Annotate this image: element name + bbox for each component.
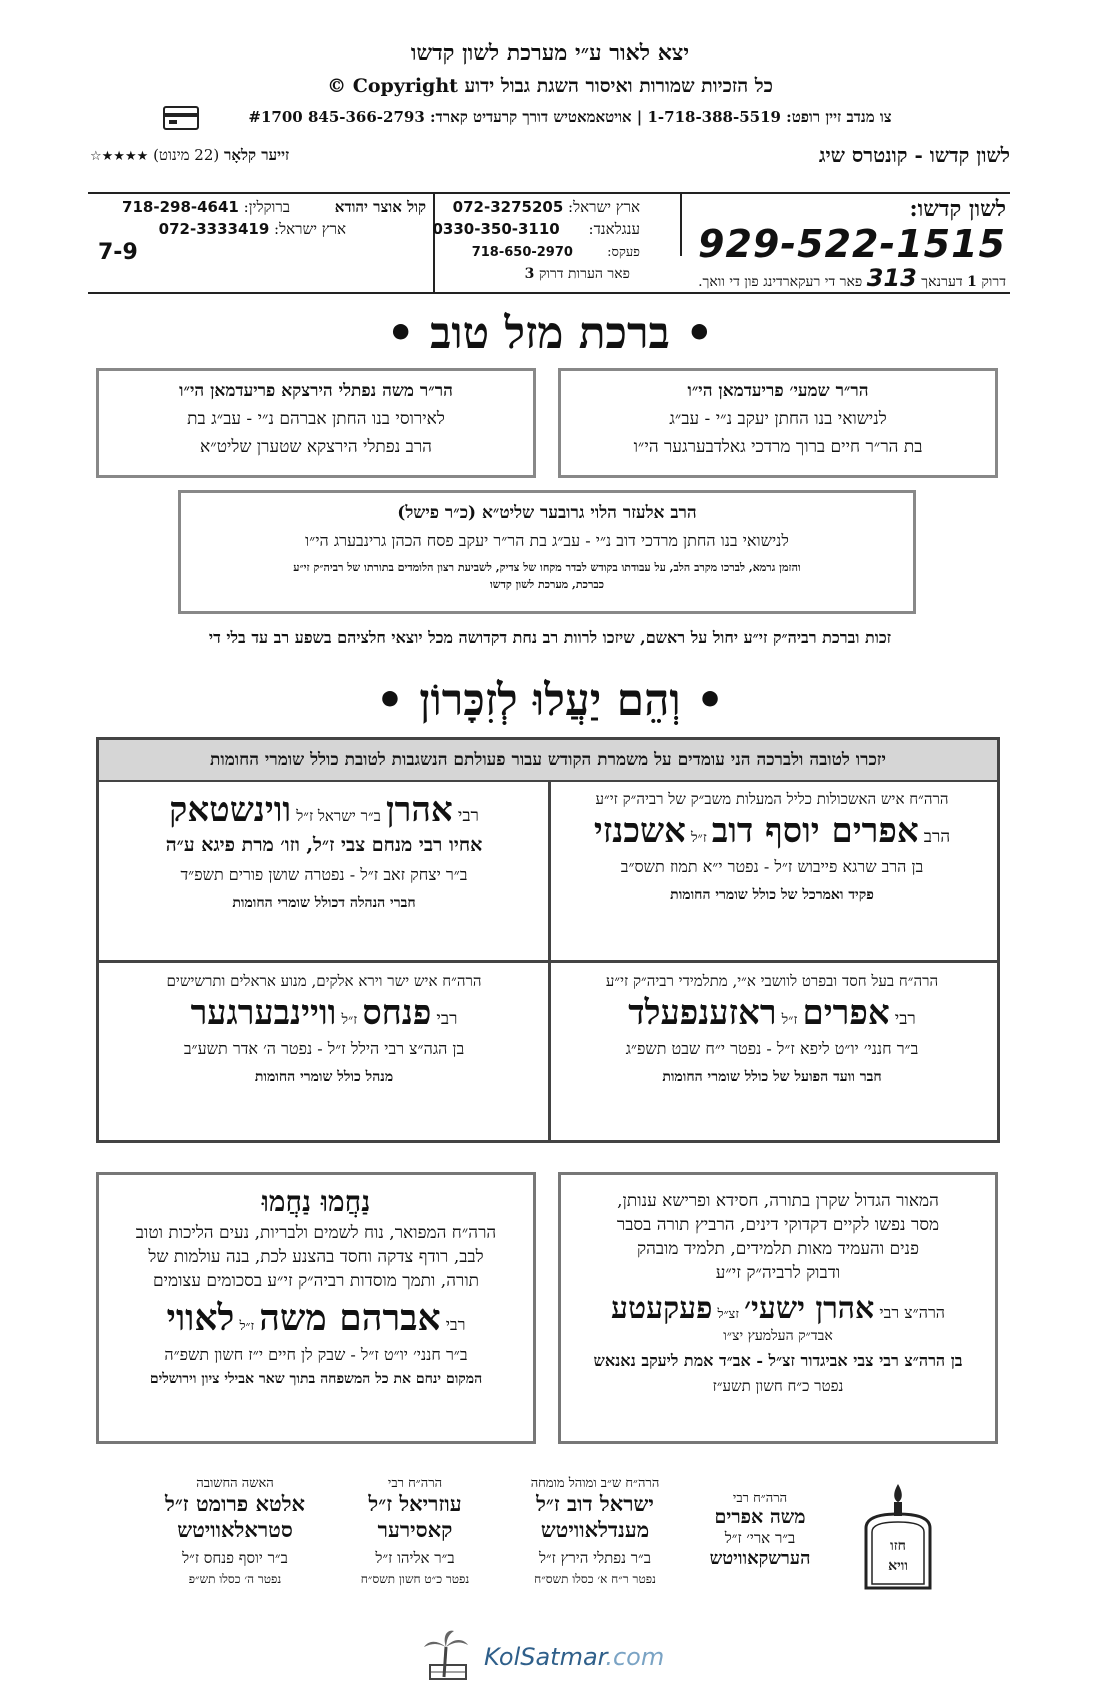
site-logo[interactable]: [420, 1625, 700, 1685]
pekete-surname: פעקעטע: [611, 1291, 713, 1326]
small-2-title: הרה״ח ש״ב ומוהל מומחה: [530, 1476, 660, 1491]
cell-tr-zl: ז״ל: [690, 830, 707, 846]
pekete-line8: נפטר כ״ח חשון תשע״ז: [712, 1377, 844, 1395]
small-3-father: ב״ר אליהו ז״ל: [375, 1549, 455, 1567]
mazal-right-line1: הר״ר שמעי׳ פריעדמאן הי״ו: [687, 381, 869, 401]
lowy-line2: לבב, רודף צדקה וחסד בהצנע לכת, בנה עולמות של: [148, 1247, 484, 1267]
small-1-title: הרה״ח רבי: [732, 1491, 788, 1506]
small-2-name: ישראל דוב ז״ל: [536, 1491, 654, 1516]
small-4-name: אלטא פרומט ז״ל: [165, 1491, 305, 1516]
small-2-surname: מענדלאוויטש: [540, 1517, 650, 1542]
cell-bl-line3: בן הגה״צ רבי הילל ז״ל - נפטר ה׳ אדר תשע״ב: [183, 1039, 465, 1058]
cell-tr-line1: הרה״ח איש האשכולות כליל המעלות משב״ק של רביה״ק זי״ע: [595, 790, 949, 808]
kol-extension: 7-9: [98, 240, 138, 265]
cell-tl-prefix: רבי: [457, 806, 479, 826]
cell-br-zl: ז״ל: [781, 1012, 798, 1028]
small-2-date: נפטר ר״ח א׳ כסלו תשס״ח: [534, 1572, 656, 1586]
contact-line: צו מנדב זיין רופט: 1-718-388-5519 | אויטאמאטיש דורך קרעדיט קארד: 845-366-2793 #1700: [248, 108, 892, 126]
cell-tl-name: אהרן: [386, 790, 453, 830]
pekete-name: אהרן ישעי׳: [744, 1291, 875, 1326]
mazal-box-right: [558, 368, 998, 478]
memorial-title: • וְהֵם יַעֲלוּ לְזִכָּרוֹן •: [375, 675, 725, 726]
mazal-tov-title: • ברכת מזל טוב •: [386, 308, 714, 359]
copyright-line: כל הזכיות שמורות ואיסור השגת גבול ידוע Copyright ©: [327, 75, 773, 97]
memorial-box-pekete: [558, 1172, 998, 1444]
pekete-zl: זצ״ל: [717, 1307, 739, 1322]
memorial-box-lowy: [96, 1172, 536, 1444]
cell-tl-surname: ווינשטאק: [169, 790, 292, 830]
cell-bl-name: פנחס: [362, 993, 432, 1033]
dial-prefix: דרוק: [981, 274, 1006, 290]
site-name: KolSatmar: [484, 1643, 606, 1671]
small-memorial-1: [690, 1490, 830, 1569]
lowy-line3: תורה, ותמך מוסדות רביה״ק זי״ע בסכומים עצומים: [152, 1271, 480, 1291]
grid-divider-horizontal: [99, 960, 997, 963]
memorial-cell-weinberger: [99, 972, 549, 1086]
rating-stars: ★★★★☆: [90, 149, 149, 164]
emblem-text-1: חזו: [890, 1538, 906, 1554]
small-1-surname: הערשקאוויטש: [709, 1548, 811, 1569]
israel-label: ארץ ישראל:: [568, 198, 640, 216]
small-3-surname: קאסירער: [377, 1517, 453, 1542]
fax-number[interactable]: 718-650-2970: [471, 245, 573, 260]
pekete-line1: המאור הגדול שקרן בתורה, חסידא ופרישא ענותן,: [617, 1191, 939, 1211]
cell-br-line3: ב״ר חנני׳ יו״ט ליפא ז״ל - נפטר י״ח שבט תשפ״ג: [625, 1039, 919, 1058]
pekete-line6: אבד״ק העלמעץ יצ״ו: [723, 1328, 833, 1344]
cell-tl-father: ב״ר ישראל ז״ל: [296, 807, 381, 825]
fax-phone: [472, 244, 640, 260]
pekete-line7: בן הרה״צ רבי צבי אביגדור זצ״ל - אב״ד אמת ליעקב נאנאש: [593, 1351, 963, 1370]
phone-box: [88, 192, 1010, 294]
emblem-text-2: וויא: [888, 1558, 908, 1574]
small-memorial-3: [340, 1475, 490, 1587]
cell-bl-prefix: רבי: [436, 1009, 458, 1029]
memorial-cell-weinstock: [99, 790, 549, 912]
pekete-line3: פנים והעמיד מאות תלמידים, תלמיד מובהק: [636, 1239, 919, 1259]
cell-tl-line3: ב״ר יצחק זאב ז״ל - נפטרה שושן פורים תשפ״ד: [180, 865, 468, 884]
lowy-surname: לאווי: [166, 1297, 235, 1339]
notes-digit: 3: [524, 266, 535, 282]
pekete-line4: ודבוק לרביה״ק זי״ע: [715, 1263, 841, 1283]
kol-israel-label: ארץ ישראל:: [274, 220, 346, 238]
candle-emblem-icon: [858, 1480, 938, 1590]
lowy-prefix: רבי: [445, 1315, 466, 1334]
cell-br-prefix: רבי: [894, 1009, 916, 1029]
cell-br-surname: ראזענפעלד: [628, 993, 777, 1033]
small-4-father: ב״ר יוסף פנחס ז״ל: [182, 1549, 288, 1567]
lowy-name: אברהם משה: [259, 1297, 441, 1339]
duration: (22 מינוט): [153, 146, 220, 164]
credit-card-icon: [163, 106, 199, 130]
lowy-zl: ז״ל: [239, 1319, 255, 1334]
mazal-left-line1: הר״ר משה נפתלי הירצקא פריעדמאן הי״ו: [179, 381, 453, 401]
mazal-center-line3: והזמן גרמא, לברכו מקרב הלב, על עבודתו בקודש לבדר מקחו של צדיק, לשביעת רצון הלומדים בתורתו של רביה״ק זי״ע: [293, 561, 801, 574]
small-4-date: נפטר ה׳ כסלו תש״פ: [188, 1572, 282, 1586]
mazal-center-line1: הרב אלעזר הלוי גרובער שליט״א (כ״ר פישל): [397, 503, 697, 523]
small-4-surname: סטראלאוויטש: [177, 1517, 293, 1542]
pekete-line2: מסר נפשו לקיים דקדוקי דינים, הרביץ תורה בסבר: [616, 1215, 940, 1235]
dial-instructions: [698, 264, 1006, 292]
fax-label: פעקס:: [607, 245, 640, 260]
brooklyn-number[interactable]: 718-298-4641: [122, 198, 239, 216]
mazal-box-center: [178, 490, 916, 614]
kol-israel-number[interactable]: 072-3333419: [158, 220, 270, 238]
israel-phone: [453, 198, 640, 217]
cell-tl-line4: חברי הנהלה דכולל שומרי החומות: [232, 895, 416, 911]
mazal-left-line2: לאירוסי בנו החתן אברהם נ״י - עב״ג בת: [187, 409, 445, 429]
cell-tr-prefix: הרב: [923, 827, 951, 847]
cell-bl-zl: ז״ל: [341, 1012, 358, 1028]
pekete-prefix: הרה״צ רבי: [879, 1303, 945, 1322]
england-number[interactable]: 0330-350-3110: [432, 220, 560, 238]
cell-bl-surname: וויינבערגער: [190, 993, 337, 1033]
memorial-cell-rosenfeld: [547, 972, 997, 1086]
kol-israel-block: [96, 220, 346, 239]
svg-text:KolSatmar.com: [484, 1643, 664, 1671]
memorial-banner: יזכרו לטובה ולברכה הני עומדים על משמרת הקודש עבור פעולתם הנשגבות לטובת כולל שומרי החומות: [99, 740, 997, 782]
small-1-name: משה אפרים: [714, 1506, 806, 1528]
cell-tr-line3: בן הרב שרגא פייבוש ז״ל - נפטר י״א תמוז תשס״ב: [620, 857, 924, 876]
cell-bl-line1: הרה״ח איש ישר וירא אלקים, מנוע אראלים ותרשישים: [166, 972, 482, 990]
publisher-line: יצא לאור ע״י מערכת לשון קדשו: [410, 40, 690, 66]
cell-br-line4: חבר וועד הפועל של כולל שומרי החומות: [662, 1069, 882, 1085]
dial-digit: 1: [967, 274, 977, 290]
dial-code: 313: [866, 264, 917, 292]
cell-tr-name: אפרים יוסף דוב: [711, 811, 919, 851]
small-memorial-4: [150, 1475, 320, 1587]
england-phone: [432, 220, 640, 239]
mazal-center-line4: כברכת, מערכת לשון קדשו: [489, 578, 605, 591]
small-3-title: הרה״ח רבי: [387, 1476, 443, 1491]
notes-prefix: פאר הערות דרוק: [538, 266, 630, 282]
cell-br-name: אפרים: [802, 993, 890, 1033]
series-title: לשון קדשו - קונטרס שיג: [818, 143, 1010, 167]
mazal-right-line2: לנישואי בנו החתן יעקב נ״י - עב״ג: [669, 409, 887, 429]
lowy-line5: ב״ר חנני׳ יו״ט ז״ל - שבק לן חיים י״ז חשון תשפ״ה: [164, 1345, 468, 1364]
small-memorial-2: [510, 1475, 680, 1587]
phone-box-divider: [433, 194, 435, 292]
small-1-father: ב״ר ארי׳ ז״ל: [724, 1529, 796, 1547]
cell-bl-line4: מנהל כולל שומרי החומות: [254, 1069, 394, 1085]
site-tld: .com: [605, 1643, 665, 1671]
cell-br-line1: הרה״ח בעל חסד ובפרט לוושבי א״י, מתלמידי רביה״ק זי״ע: [605, 972, 939, 990]
blessing-line: זכות וברכת רביה״ק זי״ע יחול על ראשם, שיזכו לרוות רב נחת דקדושה מכל יוצאי חלציהם בשפע רב עד בלי די: [208, 628, 892, 647]
memorial-grid: [96, 737, 1000, 1143]
england-label: ענגלאנד:: [588, 220, 640, 238]
kol-otzar-label: קול אוצר יהודא: [334, 198, 426, 216]
lowy-line6: המקום ינחם את כל המשפחה בתוך שאר אבילי ציון וירושלים: [149, 1371, 483, 1387]
kol-otzar-block: [96, 198, 426, 217]
notes-line: [525, 266, 630, 283]
small-4-title: האשה החשובה: [196, 1476, 274, 1491]
small-3-date: נפטר כ״ט חשון תשס״ח: [360, 1572, 470, 1586]
small-3-name: עוזריאל ז״ל: [368, 1491, 462, 1516]
dial-suffix: פאר די רעקארדינג פון די וואך.: [698, 274, 863, 290]
lowy-line1: הרה״ח המפואר, נוח לשמים ולבריות, נעים הליכות וטוב: [135, 1223, 497, 1243]
cell-tr-line4: פקיד ואמרכל של כולל שומרי החומות: [670, 887, 874, 903]
mazal-center-line2: לנישואי בנו החתן מרדכי דוב נ״י - עב״ג בת הר״ר יעקב פסח הכהן גרינבערג הי״ו: [305, 531, 789, 550]
palm-tree-icon: [424, 1631, 468, 1679]
cell-tr-surname: אשכנזי: [593, 811, 686, 851]
israel-number[interactable]: 072-3275205: [452, 198, 564, 216]
reader-name: זייער קלאָר: [224, 146, 290, 164]
lowy-title: נַחֲמוּ נַחֲמוּ: [261, 1185, 371, 1218]
mazal-left-line3: הרב נפתלי הירצקא שטערן שליט״א: [200, 437, 432, 457]
cell-tl-line2: אחיו רבי מנחם צבי ז״ל, וזו׳ מרת פיגא ע״ה: [165, 834, 483, 856]
main-phone-label: לשון קדשו:: [909, 196, 1006, 222]
dial-mid: דערנאך: [921, 274, 963, 290]
phone-box-divider-2: [680, 194, 682, 256]
main-phone-number[interactable]: 929-522-1515: [698, 222, 1006, 266]
brooklyn-label: ברוקלין:: [243, 198, 290, 216]
reader-info: [90, 146, 289, 165]
mazal-right-line3: בת הר״ר חיים ברוך מרדכי גאלדבערגער הי״ו: [633, 437, 923, 457]
small-2-father: ב״ר נפתלי הירץ ז״ל: [538, 1549, 652, 1567]
mazal-box-left: [96, 368, 536, 478]
memorial-cell-eshkenazi: [547, 790, 997, 904]
